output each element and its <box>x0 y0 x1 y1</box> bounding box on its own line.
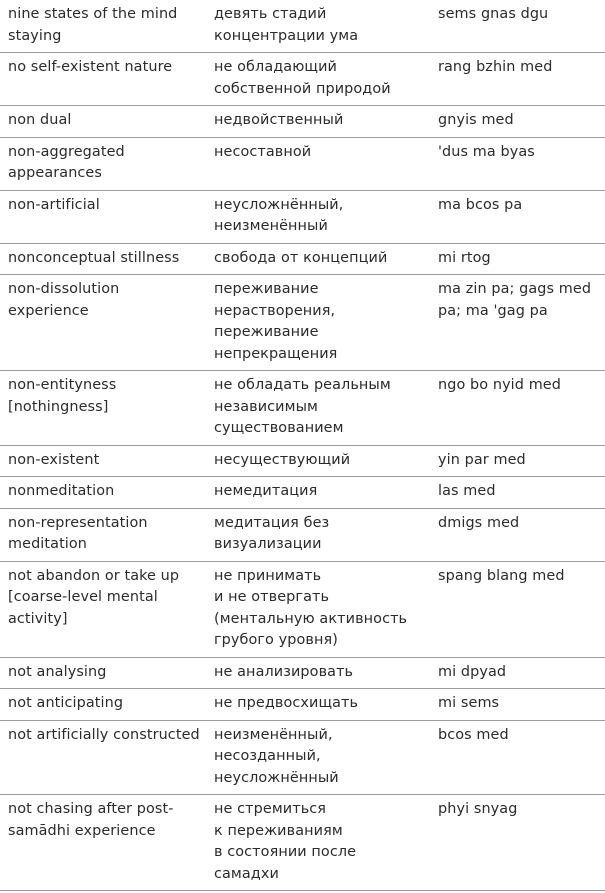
table-row <box>0 561 605 657</box>
tibetan-term: ma bcos pa <box>431 190 605 243</box>
russian-term: не стремиться к переживаниям в состоянии после самадхи <box>207 795 431 891</box>
russian-term: не обладающий собственной природой <box>207 53 431 106</box>
tibetan-term: mi rtog <box>431 243 605 275</box>
russian-term: неусложнённый, неизменённый <box>207 190 431 243</box>
russian-term: несуществующий <box>207 445 431 477</box>
tibetan-term: ngo bo nyid med <box>431 371 605 446</box>
english-term: no self-existent nature <box>0 53 207 106</box>
table-row <box>0 243 605 275</box>
russian-term: переживание нерастворения, переживание непрекращения <box>207 275 431 371</box>
table-row <box>0 795 605 891</box>
russian-term: не предвосхищать <box>207 689 431 721</box>
table-row <box>0 508 605 561</box>
english-term: non-dissolution experience <box>0 275 207 371</box>
tibetan-term: spang blang med <box>431 561 605 657</box>
tibetan-term: mi dpyad <box>431 657 605 689</box>
tibetan-term: 'dus ma byas <box>431 137 605 190</box>
tibetan-term: las med <box>431 477 605 509</box>
russian-term: не принимать и не отвергать (ментальную активность грубого уровня) <box>207 561 431 657</box>
table-row <box>0 720 605 795</box>
english-term: non-existent <box>0 445 207 477</box>
russian-term: неизменённый, несозданный, неусложнённый <box>207 720 431 795</box>
english-term: nonmeditation <box>0 477 207 509</box>
russian-term: не обладать реальным независимым существованием <box>207 371 431 446</box>
english-term: non dual <box>0 106 207 138</box>
tibetan-term: bcos med <box>431 720 605 795</box>
table-row <box>0 371 605 446</box>
russian-term: свобода от концепций <box>207 243 431 275</box>
english-term: nine states of the mind staying <box>0 0 207 53</box>
tibetan-term: phyi snyag <box>431 795 605 891</box>
english-term: not chasing after post-samādhi experience <box>0 795 207 891</box>
table-row <box>0 53 605 106</box>
russian-term: недвойственный <box>207 106 431 138</box>
tibetan-term: rang bzhin med <box>431 53 605 106</box>
english-term: non-aggregated appearances <box>0 137 207 190</box>
english-term: not artificially constructed <box>0 720 207 795</box>
russian-term: немедитация <box>207 477 431 509</box>
english-term: not abandon or take up [coarse-level mental activity] <box>0 561 207 657</box>
tibetan-term: dmigs med <box>431 508 605 561</box>
tibetan-term: mi sems <box>431 689 605 721</box>
english-term: not analysing <box>0 657 207 689</box>
table-row <box>0 477 605 509</box>
table-row <box>0 689 605 721</box>
tibetan-term: ma zin pa; gags med pa; ma 'gag pa <box>431 275 605 371</box>
table-row <box>0 137 605 190</box>
russian-term: медитация без визуализации <box>207 508 431 561</box>
russian-term: девять стадий концентрации ума <box>207 0 431 53</box>
russian-term: несоставной <box>207 137 431 190</box>
tibetan-term: yin par med <box>431 445 605 477</box>
tibetan-term: gnyis med <box>431 106 605 138</box>
tibetan-term: sems gnas dgu <box>431 0 605 53</box>
english-term: non-representation meditation <box>0 508 207 561</box>
english-term: non-entityness [nothingness] <box>0 371 207 446</box>
table-row <box>0 445 605 477</box>
table-row <box>0 275 605 371</box>
table-row <box>0 0 605 53</box>
table-row <box>0 657 605 689</box>
english-term: not anticipating <box>0 689 207 721</box>
table-row <box>0 190 605 243</box>
russian-term: не анализировать <box>207 657 431 689</box>
table-row <box>0 106 605 138</box>
english-term: nonconceptual stillness <box>0 243 207 275</box>
english-term: non-artificial <box>0 190 207 243</box>
